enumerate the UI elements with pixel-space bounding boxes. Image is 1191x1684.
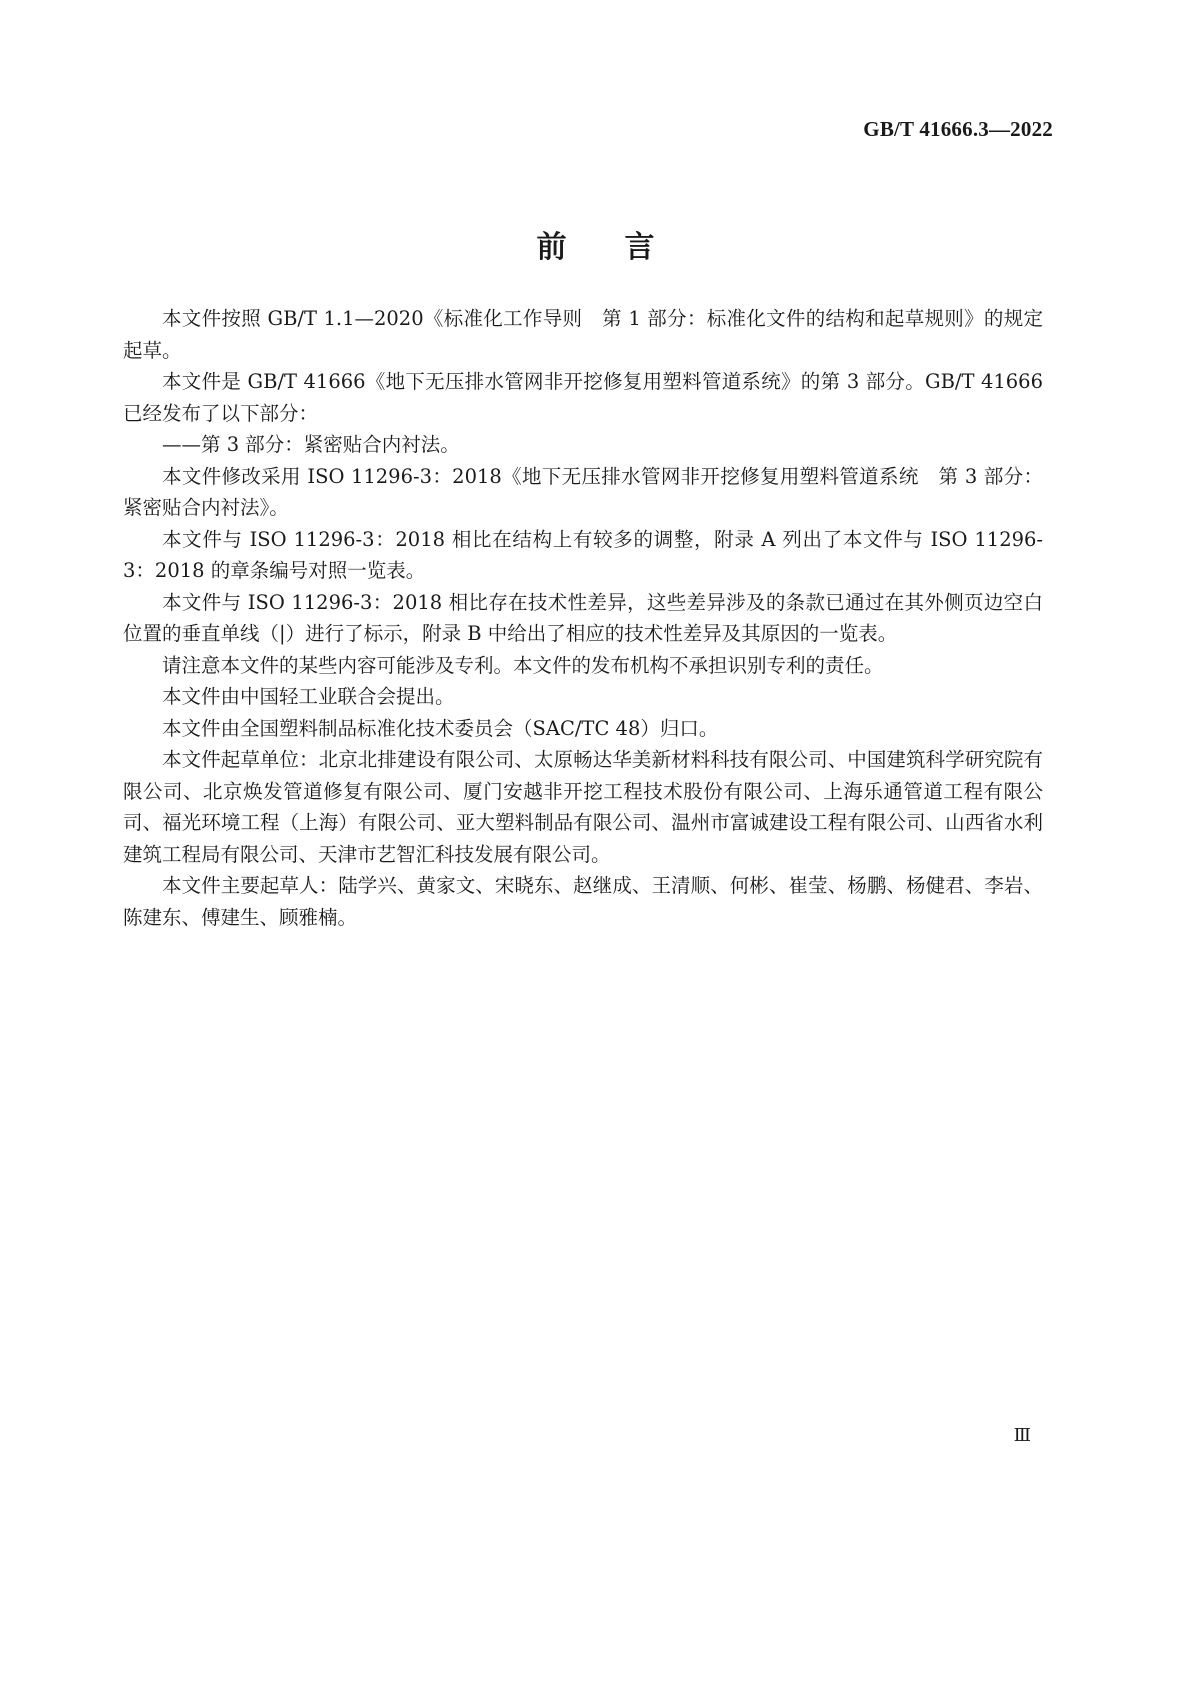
page-title: 前言 xyxy=(536,230,713,265)
paragraph-published-part: ——第 3 部分：紧密贴合内衬法。 xyxy=(162,433,460,456)
paragraph-drafting-organizations: 本文件起草单位：北京北排建设有限公司、太原畅达华美新材料科技有限公司、中国建筑科学研究院有限公司、北京焕发管道修复有限公司、厦门安越非开挖工程技术股份有限公司、上海乐通管道工程有限公司、福光环境工程（上海）有限公司、亚大塑料制品有限公司、温州市富诚建设工程有限公司、山西省水利建筑工程局有限公司、天津市艺智汇科技发展有限公司。 xyxy=(123,748,1043,866)
page-number: Ⅲ xyxy=(1013,1425,1031,1445)
document-body xyxy=(123,303,1043,933)
paragraph-series-part: 本文件是 GB/T 41666《地下无压排水管网非开挖修复用塑料管道系统》的第 3 部分。GB/T 41666已经发布了以下部分： xyxy=(123,370,1043,425)
paragraph-proposed-by: 本文件由中国轻工业联合会提出。 xyxy=(162,685,455,708)
paragraph-drafting-rules: 本文件按照 GB/T 1.1—2020《标准化工作导则 第 1 部分：标准化文件的结构和起草规则》的规定起草。 xyxy=(123,307,1043,362)
paragraph-structure-changes: 本文件与 ISO 11296-3：2018 相比在结构上有较多的调整，附录 A 列出了本文件与 ISO 11296-3：2018 的章条编号对照一览表。 xyxy=(123,527,1043,582)
paragraph-technical-differences: 本文件与 ISO 11296-3：2018 相比存在技术性差异，这些差异涉及的条款已通过在其外侧页边空白位置的垂直单线（|）进行了标示，附录 B 中给出了相应的技术性差异及其原因的一览表。 xyxy=(123,590,1043,645)
paragraph-main-drafters: 本文件主要起草人：陆学兴、黄家文、宋晓东、赵继成、王清顺、何彬、崔莹、杨鹏、杨健君、李岩、陈建东、傅建生、顾雅楠。 xyxy=(123,874,1043,929)
paragraph-under-jurisdiction: 本文件由全国塑料制品标准化技术委员会（SAC/TC 48）归口。 xyxy=(162,716,719,740)
paragraph-iso-adoption: 本文件修改采用 ISO 11296-3：2018《地下无压排水管网非开挖修复用塑料管道系统 第 3 部分：紧密贴合内衬法》。 xyxy=(123,464,1043,519)
standard-number: GB/T 41666.3—2022 xyxy=(863,117,1053,141)
paragraph-patent-notice: 请注意本文件的某些内容可能涉及专利。本文件的发布机构不承担识别专利的责任。 xyxy=(162,653,884,677)
